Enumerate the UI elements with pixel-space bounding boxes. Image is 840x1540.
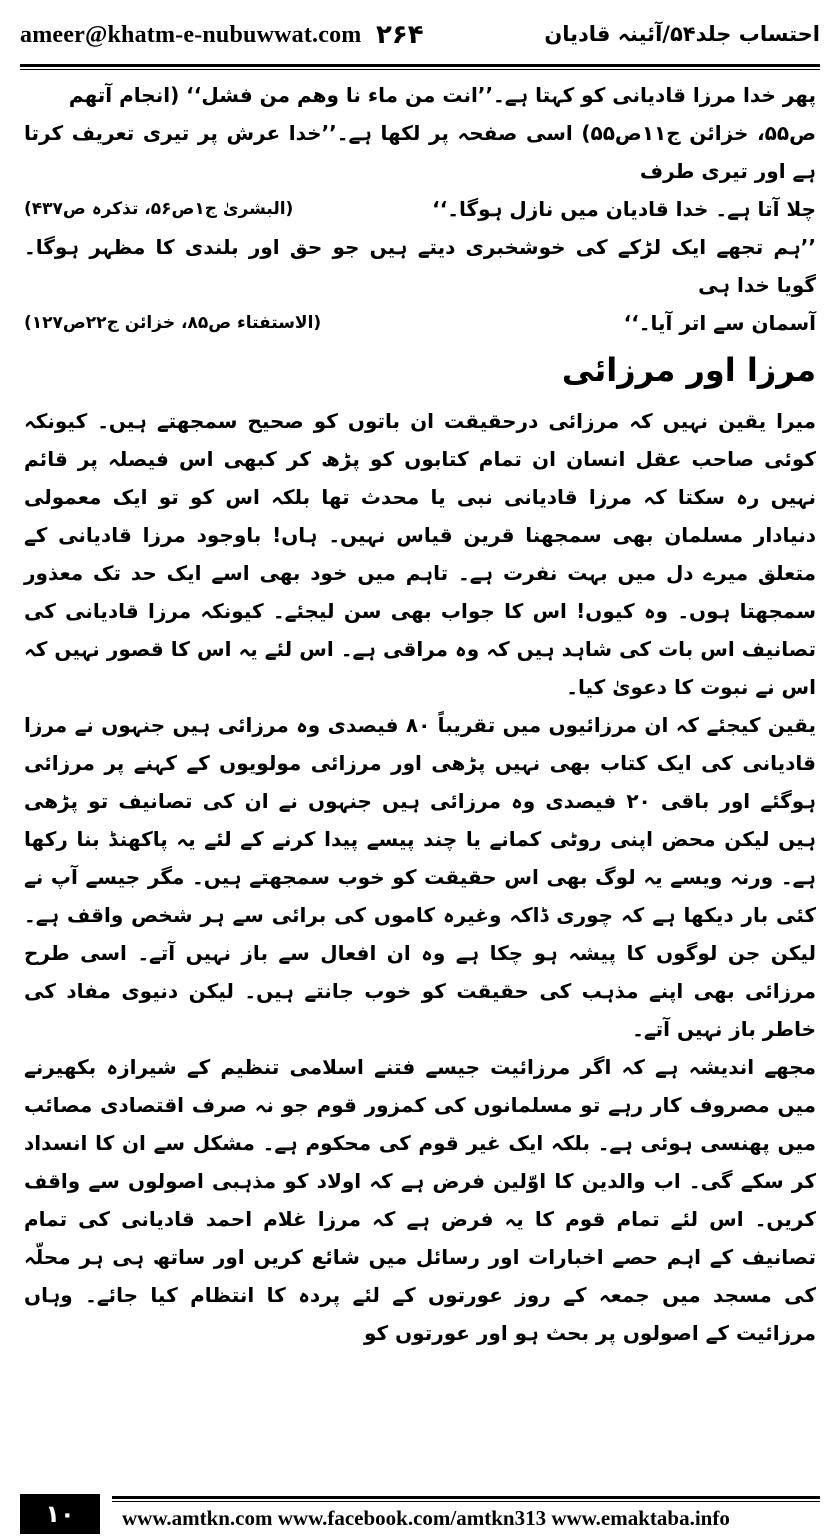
footer-page-number: ۱۰ xyxy=(20,1494,100,1534)
body-paragraph: یقین کیجئے کہ ان مرزائیوں میں تقریباً ۸۰ فیصدی وہ مرزائی ہیں جنہوں نے مرزا قادیانی کی ایک کتاب بھی نہیں پڑھی اور مرزائی مولویوں کے کہنے پر مرزائی ہوگئے اور باقی ۲۰ فیصدی وہ مرزائی ہیں جنہوں نے ان کی تصانیف تو پڑھی ہیں لیکن محض اپنی روٹی کمانے یا چند پیسے پیدا کرنے کے لئے یہ پاکھنڈ بنا رکھا ہے۔ ورنہ ویسے یہ لوگ بھی اس حقیقت کو خوب سمجھتے ہیں۔ مگر جیسے آپ نے کئی بار دیکھا ہے کہ چوری ڈاکہ وغیرہ کاموں کی برائی سے ہر شخص واقف ہے۔ لیکن جن لوگوں کا پیشہ ہو چکا ہے وہ ان افعال سے باز نہیں آتے۔ اسی طرح مرزائی بھی اپنے مذہب کی حقیقت کو خوب جانتے ہیں۔ لیکن دنیوی مفاد کی خاطر باز نہیں آتے۔ xyxy=(24,713,817,1041)
intro-line-5 xyxy=(24,304,816,342)
header-book-title: احتساب جلد۵۴/آئینہ قادیان xyxy=(544,22,820,46)
intro-line-3-reference: (البشریٰ ج۱ص۵۶، تذکرہ ص۴۳۷) xyxy=(24,199,294,219)
footer-divider-thin xyxy=(112,1501,820,1502)
intro-line-1: پھر خدا مرزا قادیانی کو کہتا ہے۔’’انت من ماء نا وھم من فشل‘‘ (انجام آتھم xyxy=(68,83,816,107)
intro-line-4: ’’ہم تجھے ایک لڑکے کی خوشخبری دیتے ہیں جو حق اور بلندی کا مظہر ہوگا۔ گویا خدا ہی xyxy=(24,235,816,297)
intro-line-3-text: چلا آتا ہے۔ خدا قادیان میں نازل ہوگا۔‘‘ xyxy=(432,197,816,221)
body-paragraph: مجھے اندیشہ ہے کہ اگر مرزائیت جیسے فتنے اسلامی تنظیم کے شیرازہ بکھیرنے میں مصروف کار رہے تو مسلمانوں کی کمزور قوم جو نہ صرف اقتصادی مصائب میں پھنسی ہوئی ہے۔ بلکہ ایک غیر قوم کی محکوم ہے۔ مشکل سے ان کا انسداد کر سکے گی۔ اب والدین کا اوّلین فرض ہے کہ اولاد کو مذہبی اصولوں سے واقف کریں۔ اس لئے تمام قوم کا یہ فرض ہے کہ مرزا غلام احمد قادیانی کی تمام تصانیف کے اہم حصے اخبارات اور رسائل میں شائع کریں اور ساتھ ہی ہر محلّہ کی مسجد میں جمعہ کے روز عورتوں کے لئے پردہ کا انتظام کیا جائے۔ وہاں مرزائیت کے اصولوں پر بحث ہو اور عورتوں کو xyxy=(24,1055,816,1345)
page-content xyxy=(24,76,816,1352)
intro-line-3 xyxy=(24,190,816,228)
footer-urls: www.amtkn.com www.facebook.com/amtkn313 www.emaktaba.info xyxy=(122,1506,730,1530)
intro-line-2: ص۵۵، خزائن ج۱۱ص۵۵) اسی صفحہ پر لکھا ہے۔’’خدا عرش پر تیری تعریف کرتا ہے اور تیری طرف xyxy=(24,121,816,183)
intro-line-5-text: آسمان سے اتر آیا۔‘‘ xyxy=(623,311,816,335)
body-paragraph: میرا یقین نہیں کہ مرزائی درحقیقت ان باتوں کو صحیح سمجھتے ہیں۔ کیونکہ کوئی صاحب عقل انسان ان تمام کتابوں کو پڑھ کر کبھی اس فیصلہ پر قائم نہیں رہ سکتا کہ مرزا قادیانی نبی یا محدث تھا بلکہ اس کو تو ایک معمولی دنیادار مسلمان بھی سمجھنا قرین قیاس نہیں۔ ہاں! باوجود مرزا قادیانی کے متعلق میرے دل میں بہت نفرت ہے۔ تاہم میں خود بھی اسے ایک حد تک معذور سمجھتا ہوں۔ وہ کیوں! اس کا جواب بھی سن لیجئے۔ کیونکہ مرزا قادیانی کی تصانیف اس بات کی شاہد ہیں کہ وہ مراقی ہے۔ اس لئے یہ اس کا قصور نہیں کہ اس نے نبوت کا دعویٰ کیا۔ xyxy=(24,409,816,699)
page-header xyxy=(20,18,820,62)
footer-divider xyxy=(112,1496,820,1499)
section-heading: مرزا اور مرزائی xyxy=(561,351,816,389)
header-divider-thin xyxy=(20,69,820,70)
page-footer xyxy=(20,1494,820,1534)
header-email: ameer@khatm-e-nubuwwat.com xyxy=(20,22,362,48)
header-page-number: ۲۶۴ xyxy=(376,20,424,50)
header-divider xyxy=(20,64,820,67)
intro-line-5-reference: (الاستفتاء ص۸۵، خزائن ج۲۲ص۱۲۷) xyxy=(24,313,322,333)
